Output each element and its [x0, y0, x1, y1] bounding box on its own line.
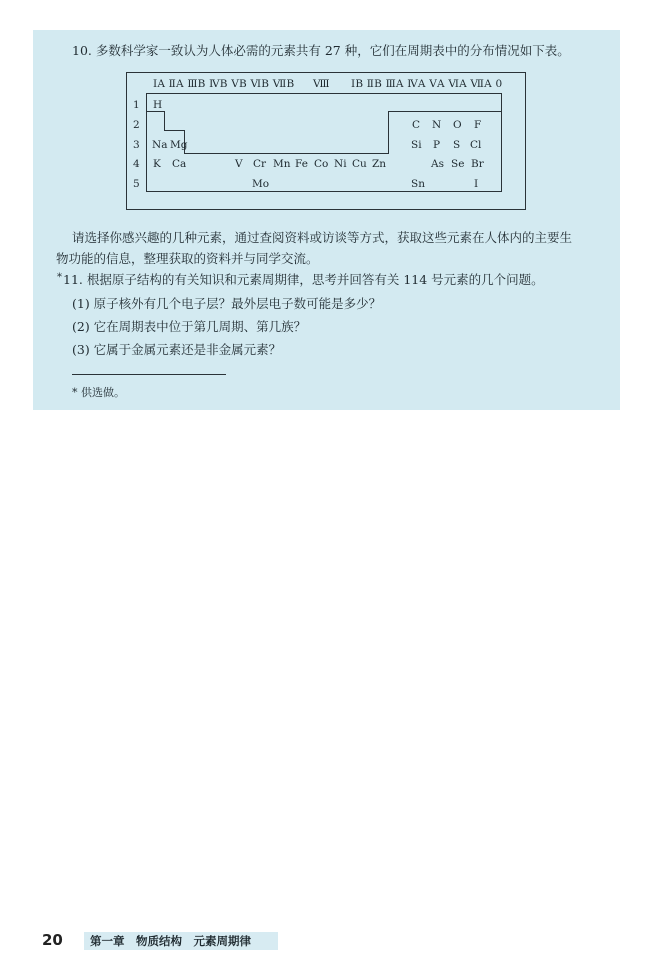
element-Fe: Fe — [295, 158, 308, 170]
element-Cu: Cu — [352, 158, 367, 170]
element-V: V — [235, 158, 243, 170]
group-labels-left: ⅠA ⅡA ⅢB ⅣB ⅤB ⅥB ⅦB — [153, 78, 295, 90]
element-Ni: Ni — [334, 158, 347, 170]
question-10-follow-up-cont: 物功能的信息，整理获取的资料并与同学交流。 — [56, 251, 319, 266]
element-As: As — [431, 158, 444, 170]
question-11-part-1: (1) 原子核外有几个电子层？最外层电子数可能是多少？ — [72, 296, 382, 311]
element-K: K — [153, 158, 161, 170]
element-I: I — [474, 178, 479, 190]
period-label: 2 — [133, 119, 140, 131]
element-N: N — [432, 119, 442, 131]
element-Si: Si — [411, 139, 422, 151]
optional-mark: * — [57, 272, 62, 283]
footnote: * 供选做。 — [72, 386, 125, 399]
element-Ca: Ca — [172, 158, 187, 170]
element-Br: Br — [471, 158, 484, 170]
element-Mg: Mg — [170, 139, 188, 151]
element-Sn: Sn — [411, 178, 425, 190]
element-Co: Co — [314, 158, 329, 170]
table-step-line — [388, 111, 502, 112]
periodic-table-inner-frame — [146, 93, 502, 192]
element-C: C — [412, 119, 421, 131]
table-step-line — [388, 111, 389, 154]
period-label: 3 — [133, 139, 140, 151]
period-label: 1 — [133, 99, 140, 111]
element-Zn: Zn — [372, 158, 387, 170]
table-step-line — [164, 111, 165, 130]
question-10-follow-up: 请选择你感兴趣的几种元素，通过查阅资料或访谈等方式，获取这些元素在人体内的主要生 — [72, 230, 573, 245]
element-P: P — [433, 139, 441, 151]
element-Mn: Mn — [273, 158, 291, 170]
element-Na: Na — [152, 139, 168, 151]
table-step-line — [184, 153, 388, 154]
question-11: 11. 根据原子结构的有关知识和元素周期律，思考并回答有关 114 号元素的几个问题。 — [63, 272, 544, 287]
question-10: 10. 多数科学家一致认为人体必需的元素共有 27 种，它们在周期表中的分布情况如下表。 — [72, 43, 570, 58]
element-Mo: Mo — [252, 178, 270, 190]
element-O: O — [453, 119, 462, 131]
element-Se: Se — [451, 158, 465, 170]
question-11-part-2: (2) 它在周期表中位于第几周期、第几族？ — [72, 319, 307, 334]
period-label: 5 — [133, 178, 140, 190]
element-F: F — [474, 119, 482, 131]
element-Cl: Cl — [470, 139, 482, 151]
period-label: 4 — [133, 158, 140, 170]
group-label-viii: Ⅷ — [313, 78, 330, 90]
table-step-line — [146, 111, 164, 112]
question-11-part-3: (3) 它属于金属元素还是非金属元素？ — [72, 342, 282, 357]
element-Cr: Cr — [253, 158, 267, 170]
table-step-line — [164, 130, 184, 131]
element-S: S — [453, 139, 461, 151]
page-number: 20 — [42, 931, 63, 949]
element-H: H — [153, 99, 163, 111]
group-labels-right: ⅠB ⅡB ⅢA ⅣA ⅤA ⅥA ⅦA 0 — [351, 78, 503, 90]
chapter-title: 第一章 物质结构 元素周期律 — [84, 932, 278, 950]
footnote-rule — [72, 374, 226, 375]
